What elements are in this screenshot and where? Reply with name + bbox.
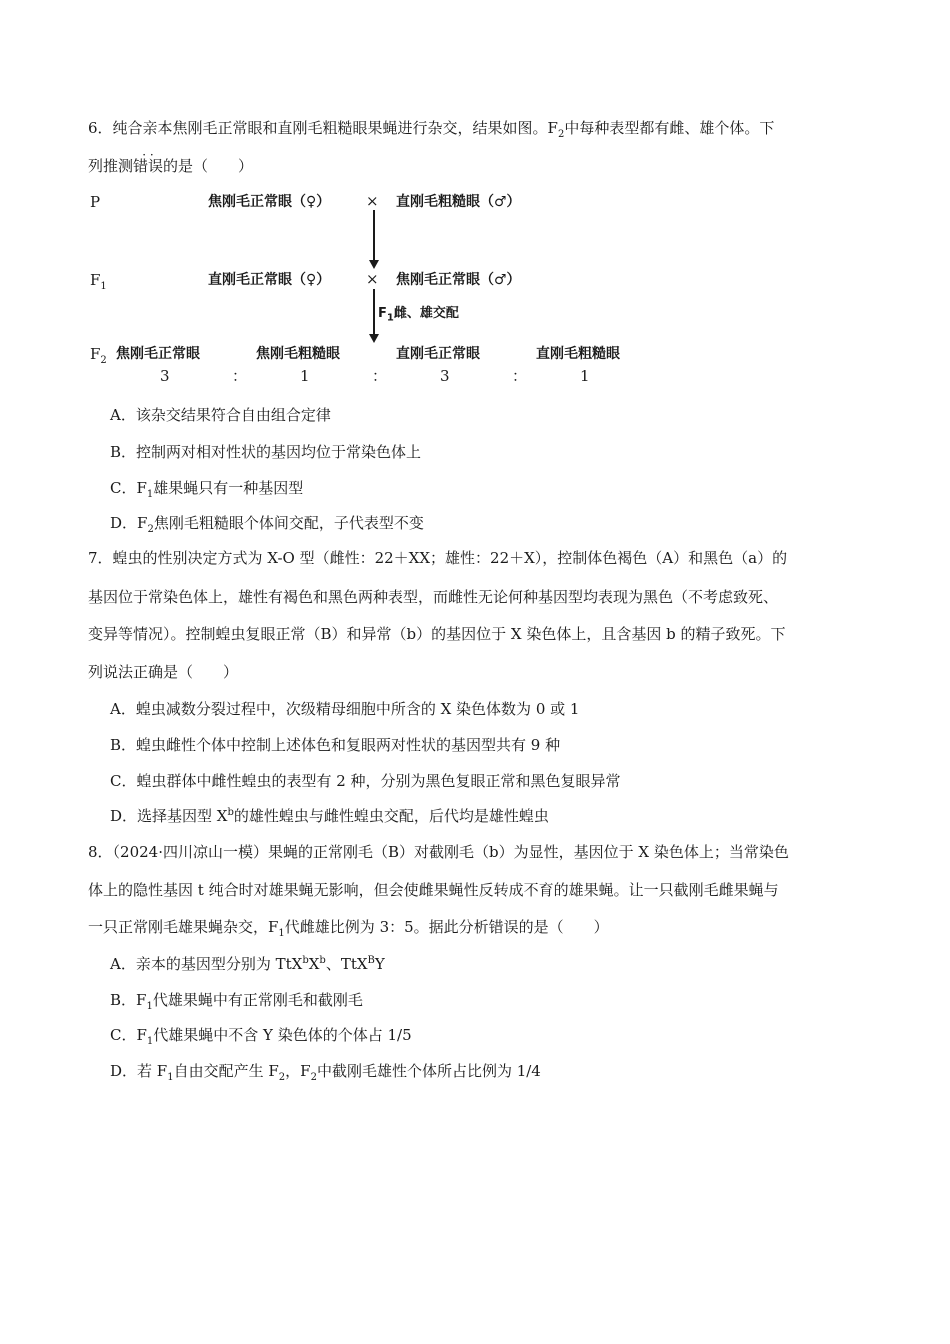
q8-d-sub3: 2 — [310, 1072, 317, 1083]
f2-colon-2: ： — [372, 367, 388, 385]
q8-l3-post: 代雌雄比例为 3：5。据此分析错误的是（ ） — [284, 918, 609, 936]
q8-stem-line2: 体上的隐性基因 t 纯合时对雄果蝇无影响，但会使雌果蝇性反转成不育的雄果蝇。让一只截刚毛雌果蝇与 — [88, 881, 779, 899]
q8-b-pre: B．F — [110, 991, 147, 1009]
q6-d-pre: D．F — [110, 514, 148, 532]
q8-l3-pre: 一只正常刚毛雄果蝇杂交，F — [88, 918, 279, 936]
p-label: P — [90, 193, 101, 211]
q6-text-b: 中每种表型都有雌、雄个体。下 — [564, 119, 775, 137]
f2-colon-3: ： — [512, 367, 528, 385]
q8-a-sup2: b — [319, 955, 326, 966]
q7-d-pre: D．选择基因型 X — [110, 807, 228, 825]
f2-pheno-1: 焦刚毛正常眼 — [116, 346, 200, 362]
q8-d-post: 中截刚毛雄性个体所占比例为 1/4 — [316, 1062, 541, 1080]
arrow-p-to-f1 — [373, 210, 375, 262]
q7-stem-line1: 7．蝗虫的性别决定方式为 X-O 型（雌性：22＋XX；雄性：22＋X），控制体色褐色（A）和黑色（a）的 — [88, 549, 788, 567]
q8-d-pre: D．若 F — [110, 1062, 168, 1080]
q8-l3-sub: 1 — [278, 928, 285, 939]
arrow-head-2 — [369, 334, 379, 343]
q8-d-sub1: 1 — [167, 1072, 174, 1083]
q8-a-post: Y — [374, 955, 385, 973]
q7-option-d — [110, 806, 549, 826]
f1-label-sub: 1 — [100, 281, 107, 292]
q7-d-sup: b — [227, 807, 234, 818]
f2-ratio-4: 1 — [580, 367, 590, 385]
q8-d-sub2: 2 — [278, 1072, 286, 1083]
q6-d-sub: 2 — [147, 524, 154, 535]
f2-label-text: F — [90, 345, 101, 363]
f1-mating-sub: 1 — [386, 312, 394, 324]
q6-c-post: 雄果蝇只有一种基因型 — [153, 479, 304, 497]
f2-pheno-2: 焦刚毛粗糙眼 — [256, 346, 340, 362]
q7-option-b: B．蝗虫雌性个体中控制上述体色和复眼两对性状的基因型共有 9 种 — [110, 736, 561, 754]
p-female: 焦刚毛正常眼（♀） — [208, 194, 331, 210]
f1-female: 直刚毛正常眼（♀） — [208, 272, 331, 288]
q6-text-c: 列推测 — [88, 157, 134, 175]
q6-text-a: 6．纯合亲本焦刚毛正常眼和直刚毛粗糙眼果蝇进行杂交，结果如图。F — [88, 119, 558, 137]
f1-male: 焦刚毛正常眼（♂） — [396, 272, 521, 288]
q7-stem-line4: 列说法正确是（ ） — [88, 663, 239, 681]
q8-stem-line1: 8．（2024·四川凉山一模）果蝇的正常刚毛（B）对截刚毛（b）为显性，基因位于 X 染色体上；当常染色 — [88, 843, 789, 861]
q6-emphasis-word: · · 错误 — [133, 157, 163, 175]
f2-ratio-2: 1 — [300, 367, 310, 385]
q6-stem-line2 — [88, 156, 253, 176]
q8-a-mid2: 、TtX — [325, 955, 368, 973]
f2-pheno-3: 直刚毛正常眼 — [396, 346, 480, 362]
q8-stem-line3 — [88, 917, 609, 937]
q8-a-sup3: B — [367, 955, 375, 966]
f1-mating-pre: F — [378, 306, 387, 321]
q7-option-c: C．蝗虫群体中雌性蝗虫的表型有 2 种，分别为黑色复眼正常和黑色复眼异常 — [110, 772, 621, 790]
arrow-f1-to-f2 — [373, 289, 375, 336]
q6-sub: 2 — [557, 129, 565, 140]
q8-option-d — [110, 1061, 541, 1081]
q7-option-a: A．蝗虫减数分裂过程中，次级精母细胞中所含的 X 染色体数为 0 或 1 — [110, 700, 580, 718]
q8-b-sub: 1 — [146, 1001, 153, 1012]
q7-stem-line2: 基因位于常染色体上，雄性有褐色和黑色两种表型，而雌性无论何种基因型均表现为黑色（不考虑致死、 — [88, 588, 779, 606]
arrow-head-1 — [369, 260, 379, 269]
q6-option-b: B．控制两对相对性状的基因均位于常染色体上 — [110, 443, 422, 461]
f2-colon-1: ： — [232, 367, 248, 385]
f1-cross: × — [366, 270, 379, 288]
f1-mating-label — [378, 304, 459, 324]
f2-label-sub: 2 — [100, 355, 107, 366]
q6-c-sub: 1 — [146, 489, 154, 500]
q8-option-a — [110, 954, 385, 974]
q7-stem-line3: 变异等情况）。控制蝗虫复眼正常（B）和异常（b）的基因位于 X 染色体上，且含基因 b 的精子致死。下 — [88, 625, 786, 643]
q8-option-b — [110, 990, 363, 1010]
f2-pheno-4: 直刚毛粗糙眼 — [536, 346, 620, 362]
q6-text-d: 的是（ ） — [163, 157, 254, 175]
q6-d-post: 焦刚毛粗糙眼个体间交配，子代表型不变 — [153, 514, 424, 532]
q6-stem-line1 — [88, 118, 774, 138]
p-cross: × — [366, 192, 379, 210]
q8-option-c — [110, 1025, 412, 1045]
q6-option-d — [110, 513, 424, 533]
f1-mating-post: 雌、雄交配 — [393, 306, 459, 321]
q8-c-post: 代雄果蝇中不含 Y 染色体的个体占 1/5 — [153, 1026, 412, 1044]
q8-b-post: 代雄果蝇中有正常刚毛和截刚毛 — [152, 991, 363, 1009]
f2-ratio-3: 3 — [440, 367, 450, 385]
f1-label-text: F — [90, 271, 101, 289]
q6-c-pre: C．F — [110, 479, 147, 497]
q7-d-post: 的雄性蝗虫与雌性蝗虫交配，后代均是雄性蝗虫 — [233, 807, 549, 825]
q8-c-pre: C．F — [110, 1026, 147, 1044]
q8-d-mid: 自由交配产生 F — [173, 1062, 279, 1080]
q8-a-pre: A．亲本的基因型分别为 TtX — [110, 955, 303, 973]
q8-d-mid2: ，F — [285, 1062, 311, 1080]
f1-label — [90, 270, 107, 290]
q8-a-sup1: b — [302, 955, 309, 966]
q6-option-c — [110, 478, 303, 498]
q8-a-mid: X — [308, 955, 320, 973]
f2-label — [90, 344, 107, 364]
q8-c-sub: 1 — [146, 1036, 154, 1047]
q6-option-a: A．该杂交结果符合自由组合定律 — [110, 406, 331, 424]
f2-ratio-1: 3 — [160, 367, 170, 385]
p-male: 直刚毛粗糙眼（♂） — [396, 194, 521, 210]
